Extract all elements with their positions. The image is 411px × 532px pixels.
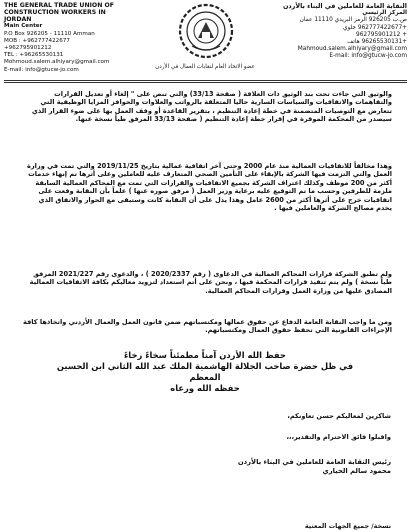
union-logo-icon: [174, 2, 238, 60]
arabic-email-personal: Mahmoud.salem.alhiyary@gmail.com: [297, 46, 407, 53]
subcaption: عضو الاتحاد العام لنقابات العمال في الأردن: [155, 64, 255, 70]
english-mob: MOB : +962777422677: [4, 37, 70, 44]
paragraph-court-rulings: ولم تطبق الشركة قرارات المحاكم العمالية في الدعاوى ( رقم 2020/2337 ) ، والدعوى رقم 2021/227 المرفق طياً نسخة ) ولم يتم تنفيذ قرارات المحكمة فيها ، ونحن على أتم استعداد لتزويد معاليكم بكافة الاتفاقيات العمالية المصادق عليها من وزارة العمل وقرارات المحاكم العمالية.: [29, 270, 392, 295]
header-divider: [4, 80, 407, 81]
dedication-line1: حفظ الله الأردن آمناً مطمئناً سخاءً رخاءً: [124, 350, 286, 360]
english-po-box: P.O Box 926205 - 11110 Amman: [4, 30, 95, 37]
paragraph-reorganization-plan: والوثيق التي جاءت تحت بند الوثيق ذات العلاقة ( صفحة 33/13) والتي تنص على " إلغاء أو تعديل القرارات والتفاهمات والاتفاقيات والسياسات السارية حاليا المتعلقة بالرواتب والعلاوات والحوافز المزايا الوظيفية التي تتعارض مع التوصيات المتضمنة في خطة إعادة التنظيم ، بتقرير القاعدة أو وقف العمل بها على ضوء القرار الذي سيصدر من المحكمة الموقرة في إقرار خطة إعادة التنظيم ( صفحة 33/13 المرفق طياً نسخة عنها.: [31, 90, 392, 124]
signature-title: رئيس النقابة العامة للعاملين في البناء بالأردن: [237, 458, 391, 466]
english-org-line3: JORDAN: [4, 15, 32, 23]
english-email-official: E-mail: info@gtucw-jo.com: [4, 66, 79, 73]
signature-block: [131, 458, 391, 475]
paragraph-union-duty: ومن ما واجب النقابة العامة الدفاع عن حقوق عمالها ومكتسباتهم ضمن قانون العمل والعمال الأردني واتخاذها كافة الإجراءات القانونية التي تحفظ حقوق العمال ومكتسباتهم.: [22, 318, 392, 335]
paragraph-labor-agreements: وهذا مخالفاً للاتفاقيات العمالية منذ عام 2000 وحتى آخر اتفاقية عمالية بتاريخ 2019/11/25 والتي تمت في وزارة العمل والتي التزمت فيها الشركة بالإبقاء على التأمين الصحي المتعارف عليه للعاملين وعلى أثرها تم إنهاء خدمات أكثر من 200 موظف وكذلك اعتراف الشركة بجميع الاتفاقيات والقرارات التي تمت مع المحاكم العمالية السابقة ملزمة للطرفين وحسب ما تم التوقيع عليه برعاية وزير العمل ( مرفق صوره عنها ) علماً بأن النقابة وقعت على اتفاقيات خرج على أثرها أكثر من 2600 عامل وهذا يدل على أن النقابة كانت وستبقى مع الحوار والاتفاق الذي يخدم مصالح الشركة والعاملين فيها .: [26, 162, 392, 213]
dedication-block: [40, 350, 370, 394]
letterhead-english: [4, 3, 144, 74]
letterhead-arabic: [257, 3, 407, 61]
english-email-personal: Mohmoud.salem.alhiyary@gmail.com: [4, 59, 110, 66]
arabic-office: المركز الرئيسي: [362, 10, 407, 17]
dedication-line3: المعظم: [189, 372, 221, 382]
closing-thanks: شاكرين لمعاليكم حسن تعاونكم،: [287, 412, 391, 420]
english-tel: TEL : +96265530131: [4, 52, 64, 59]
dedication-line4: حفظه الله ورعاه: [170, 383, 240, 393]
cc-line: نسخة/ جميع الجهات المعنية: [304, 522, 391, 530]
arabic-mob: +962777422677 خلوي: [342, 24, 407, 31]
arabic-po-box: ص.ب 926205 الرمز البريدي 11110 عمان: [299, 17, 407, 24]
signature-name: محمود سالم الحياري: [322, 466, 391, 475]
english-phone: +962795901212: [4, 45, 52, 51]
english-org-line1: THE GENERAL TRADE UNION OF: [4, 2, 115, 9]
english-office: Main Center: [4, 23, 43, 30]
dedication-line2: في ظل حضرة صاحب الجلالة الهاشمية الملك عبد الله الثاني ابن الحسين: [56, 361, 354, 371]
arabic-phone: + 962795901212: [356, 31, 407, 38]
header-divider-thin: [4, 82, 407, 83]
english-org-line2: CONSTRUCTION WORKERS IN: [4, 8, 106, 16]
arabic-org: النقابة العامة للعاملين في البناء بالأردن: [282, 2, 407, 10]
arabic-email-official: E-mail: info@gtucw-jo.com: [329, 53, 407, 60]
arabic-tel: +96265530131 هاتف: [347, 39, 407, 46]
closing-regards: واقبلوا فائق الاحترام والتقدير،،،: [286, 433, 391, 441]
